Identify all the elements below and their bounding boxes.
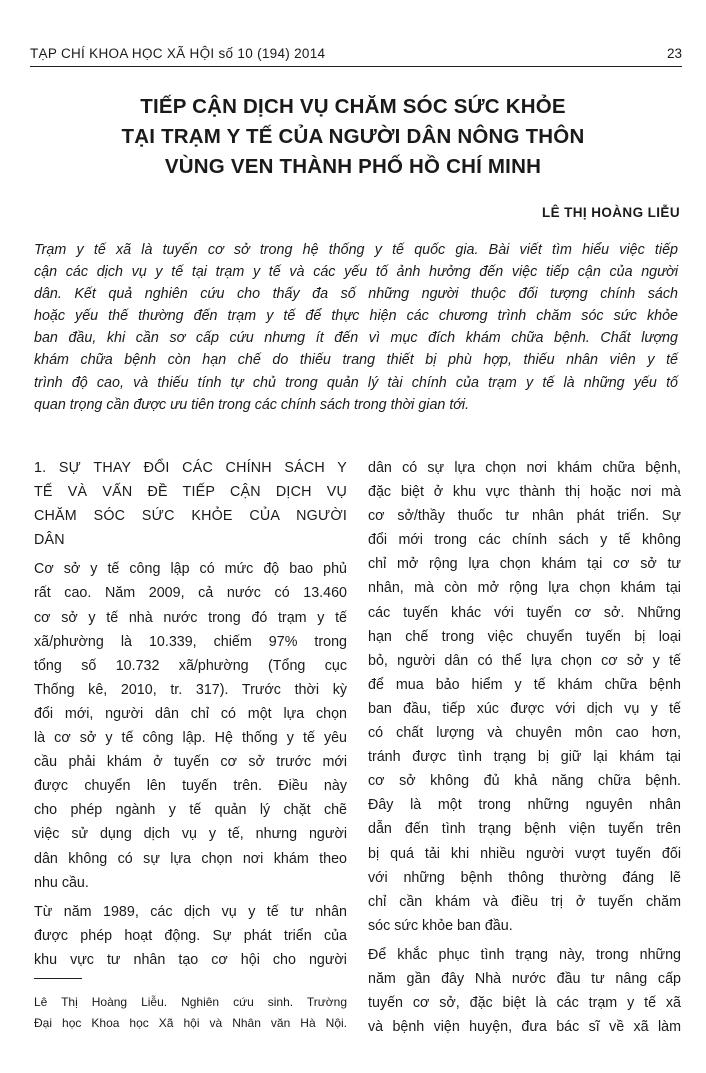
- journal-title: TẠP CHÍ KHOA HỌC XÃ HỘI số 10 (194) 2014: [30, 46, 326, 61]
- text-line: bỏ, người dân có thể lựa chọn cơ sở y tế: [368, 652, 681, 669]
- text-line: để mua bảo hiểm y tế khám chữa bệnh: [368, 676, 681, 693]
- text-line: tổng số 10.732 xã/phường (Tổng cục: [34, 657, 347, 674]
- text-line: cho phép ngành y tế quản lý chặt chẽ: [34, 802, 347, 819]
- text-line: đổi mới, người dân chỉ có một lựa chọn: [34, 705, 347, 722]
- abstract-line: cận các dịch vụ y tế tại trạm y tế và các yếu tố ảnh hưởng đến việc tiếp cận của người: [34, 264, 678, 281]
- abstract: [34, 239, 678, 416]
- text-line: Đây là một trong những nguyên nhân: [368, 797, 681, 814]
- abstract-line: khám chữa bệnh còn hạn chế do thiếu trang thiết bị phù hợp, thiếu nhân viên y tế: [34, 352, 678, 369]
- header-rule: [30, 66, 682, 67]
- left-column: [34, 456, 347, 972]
- text-line: Thống kê, 2010, tr. 317). Trước thời kỳ: [34, 681, 347, 698]
- text-line: năm gần đây Nhà nước đầu tư nâng cấp: [368, 970, 681, 987]
- text-line: đổi mới trong các chính sách y tế không: [368, 532, 681, 549]
- abstract-line: dân. Kết quả nghiên cứu cho thấy đa số những người thuộc đối tượng chính sách: [34, 286, 678, 303]
- text-line: dân có sự lựa chọn nơi khám chữa bệnh,: [368, 460, 681, 476]
- footnote-line: Đại học Khoa học Xã hội và Nhân văn Hà Nội.: [34, 1016, 347, 1030]
- text-line: sóc sức khỏe ban đầu.: [368, 917, 513, 934]
- abstract-line: hoặc yếu thế thường đến trạm y tế để thực hiện các chương trình chăm sóc sức khỏe: [34, 308, 678, 325]
- text-line: khu vực tư nhân tạo cơ hội cho người: [34, 951, 347, 968]
- text-line: rất cao. Năm 2009, cả nước có 13.460: [34, 585, 347, 602]
- text-line: Cơ sở y tế công lập có mức độ bao phủ: [34, 561, 347, 578]
- author-name: LÊ THỊ HOÀNG LIỄU: [541, 205, 680, 220]
- text-line: và bệnh viện huyện, đưa bác sĩ về xã làm: [368, 1019, 681, 1036]
- text-line: Để khắc phục tình trạng này, trong những: [368, 946, 681, 963]
- text-line: dân không có sự lựa chọn nơi khám theo: [34, 850, 347, 867]
- text-line: xã/phường là 10.339, chiếm 97% trong: [34, 633, 347, 650]
- running-header: [30, 46, 682, 68]
- abstract-line: Trạm y tế xã là tuyến cơ sở trong hệ thống y tế quốc gia. Bài viết tìm hiểu việc tiếp: [34, 242, 678, 258]
- paragraph: [34, 900, 347, 972]
- article-title: [40, 92, 666, 182]
- text-line: tránh được tình trạng bị giữ lại khám tại: [368, 749, 681, 766]
- author-footnote: [34, 992, 347, 1034]
- text-line: đặc biệt ở khu vực thành thị hoặc nơi mà: [368, 484, 681, 501]
- text-line: dẫn đến tình trạng bệnh viện tuyến trên: [368, 821, 681, 838]
- text-line: Từ năm 1989, các dịch vụ y tế tư nhân: [34, 903, 347, 920]
- text-line: nhu cầu.: [34, 874, 89, 891]
- text-line: các tuyến khác với tuyến cơ sở. Những: [368, 604, 681, 621]
- title-line: TIẾP CẬN DỊCH VỤ CHĂM SÓC SỨC KHỎE: [140, 95, 566, 118]
- text-line: hạn chế trong việc chuyển tuyến bị loại: [368, 628, 681, 645]
- heading-line: TẾ VÀ VẤN ĐỀ TIẾP CẬN DỊCH VỤ: [34, 484, 347, 501]
- text-line: cơ sở không đủ khả năng chữa bệnh.: [368, 773, 681, 790]
- text-line: việc sử dụng dịch vụ y tế, nhưng người: [34, 826, 347, 843]
- text-line: được chuyển lên tuyến trên. Điều này: [34, 778, 347, 795]
- text-line: có chất lượng và chuyên môn cao hơn,: [368, 725, 681, 742]
- abstract-line: ban đầu, khi cần sơ cấp cứu nhưng ít đến vì mục đích khám chữa bệnh. Chất lượng: [34, 330, 678, 347]
- text-line: cơ sở/thầy thuốc tư nhân phát triển. Sự: [368, 508, 681, 525]
- abstract-line: quan trọng cần được ưu tiên trong các chính sách trong thời gian tới.: [34, 396, 470, 413]
- text-line: cầu phải khám ở tuyến cơ sở trước mới: [34, 754, 347, 771]
- footnote-line: Lê Thị Hoàng Liễu. Nghiên cứu sinh. Trường: [34, 995, 347, 1009]
- text-line: được phép hoạt động. Sự phát triển của: [34, 927, 347, 944]
- text-line: là cơ sở y tế công lập. Hệ thống y tế yêu: [34, 730, 347, 747]
- text-line: cơ sở y tế nhà nước trong đó trạm y tế: [34, 609, 347, 626]
- paragraph: [34, 557, 347, 894]
- right-column: [368, 456, 681, 1039]
- paragraph: [368, 456, 681, 938]
- heading-line: DÂN: [34, 532, 65, 549]
- text-line: chỉ mở rộng lựa chọn khám tại cơ sở tư: [368, 556, 681, 573]
- heading-line: 1. SỰ THAY ĐỔI CÁC CHÍNH SÁCH Y: [34, 460, 347, 476]
- text-line: nhân, mà còn mở rộng lựa chọn khám tại: [368, 580, 681, 597]
- text-line: bị quá tải khi nhiều người vượt tuyến đối: [368, 845, 681, 862]
- page-number: 23: [666, 46, 682, 61]
- text-line: chỉ cần khám và điều trị ở tuyến chăm: [368, 893, 681, 910]
- title-line: TẠI TRẠM Y TẾ CỦA NGƯỜI DÂN NÔNG THÔN: [121, 125, 585, 148]
- text-line: với những bệnh thông thường đáng lẽ: [368, 869, 681, 886]
- paragraph: [368, 943, 681, 1039]
- footnote-rule: [34, 978, 82, 979]
- title-line: VÙNG VEN THÀNH PHỐ HỒ CHÍ MINH: [164, 155, 542, 178]
- section-heading: [34, 456, 347, 552]
- heading-line: CHĂM SÓC SỨC KHỎE CỦA NGƯỜI: [34, 508, 347, 525]
- text-line: tuyến cơ sở, đặc biệt là các trạm y tế xã: [368, 995, 681, 1012]
- abstract-line: trình độ cao, và thiếu tính tự chủ trong quản lý tài chính của trạm y tế là những yếu tố: [34, 374, 678, 391]
- text-line: ban đầu, tiếp xúc được với dịch vụ y tế: [368, 700, 681, 717]
